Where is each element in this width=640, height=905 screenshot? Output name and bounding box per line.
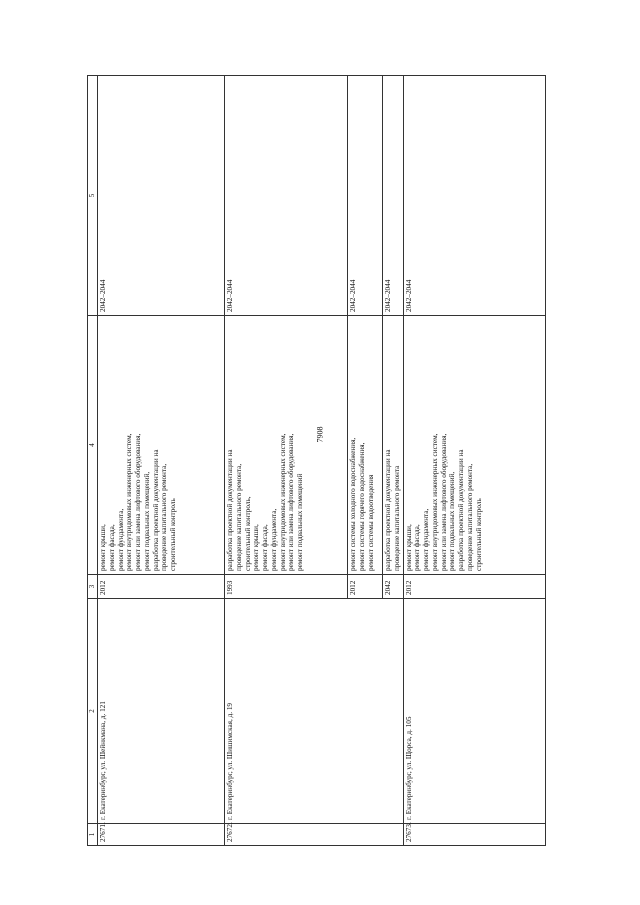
row-period: 2042–2044	[225, 76, 348, 316]
col-header-3: 3	[88, 575, 98, 599]
table-row	[403, 76, 545, 846]
header-row	[88, 76, 98, 846]
work-item: ремонт фундамента,	[269, 508, 278, 571]
work-item: разработка проектной документации на	[457, 449, 466, 571]
row-works	[98, 316, 225, 575]
row-year: 1993	[225, 575, 348, 599]
work-item: разработка проектной документации на	[384, 449, 392, 571]
row-works	[383, 316, 404, 575]
col-header-2: 2	[88, 599, 98, 824]
work-item: ремонт крыши,	[404, 524, 413, 571]
work-item: разработка проектной документации на	[226, 449, 234, 571]
table-row	[225, 76, 348, 846]
row-year: 2012	[98, 575, 225, 599]
work-item: ремонт фасада,	[413, 524, 422, 571]
work-item: ремонт подвальных помещений,	[142, 471, 151, 571]
work-item: ремонт подвальных помещений	[296, 473, 305, 571]
work-item: ремонт крыши,	[252, 524, 261, 571]
row-number: 27672.	[225, 824, 404, 846]
row-works	[225, 316, 348, 575]
row-year: 2012	[403, 575, 545, 599]
table-container	[87, 76, 532, 846]
row-period: 2042–2044	[348, 76, 383, 316]
work-item: ремонт или замена лифтового оборудования,	[439, 433, 448, 571]
page-number: 7908	[315, 426, 325, 443]
work-item: строительный контроль	[169, 498, 178, 571]
work-item: ремонт или замена лифтового оборудования,	[287, 433, 296, 571]
row-year: 2012	[348, 575, 383, 599]
col-header-5: 5	[88, 76, 98, 316]
row-period: 2042–2044	[403, 76, 545, 316]
work-item: ремонт фасада,	[261, 524, 270, 571]
col-header-1: 1	[88, 824, 98, 846]
work-item: проведение капитального ремонта,	[234, 463, 243, 571]
repair-schedule-table	[87, 75, 546, 846]
work-item: ремонт фундамента,	[422, 508, 431, 571]
work-item: ремонт или замена лифтового оборудования,	[134, 433, 143, 571]
work-item: проведение капитального ремонта,	[160, 463, 169, 571]
work-item: разработка проектной документации на	[151, 449, 160, 571]
work-item: ремонт фасада,	[107, 524, 116, 571]
col-header-4: 4	[88, 316, 98, 575]
row-address: г. Екатеринбург, ул. Шишимская, д. 19	[225, 599, 404, 824]
work-item: строительный контроль	[474, 498, 483, 571]
row-address: г. Екатеринбург, ул. Щорса, д. 105	[403, 599, 545, 824]
work-item: ремонт фундамента,	[116, 508, 125, 571]
work-item: ремонт внутридомовых инженерных систем,	[125, 433, 134, 571]
work-item: ремонт системы холодного водоснабжения,	[349, 437, 357, 571]
work-item: проведение капитального ремонта,	[466, 463, 475, 571]
row-number: 27673.	[403, 824, 545, 846]
work-item: ремонт подвальных помещений,	[448, 471, 457, 571]
row-works	[403, 316, 545, 575]
work-item: ремонт внутридомовых инженерных систем,	[278, 433, 287, 571]
row-period: 2042–2044	[98, 76, 225, 316]
work-item: ремонт внутридомовых инженерных систем,	[430, 433, 439, 571]
work-item: строительный контроль,	[243, 496, 252, 571]
work-item: ремонт крыши,	[99, 524, 107, 571]
row-address: г. Екатеринбург, ул. Шейнкмана, д. 121	[98, 599, 225, 824]
work-item: проведение капитального ремонта	[392, 465, 401, 571]
row-period: 2042–2044	[383, 76, 404, 316]
work-item: ремонт системы горячего водоснабжения,	[357, 442, 366, 571]
row-number: 27671.	[98, 824, 225, 846]
row-works	[348, 316, 383, 575]
row-year: 2042	[383, 575, 404, 599]
table-row	[98, 76, 225, 846]
work-item: ремонт системы водоотведения	[366, 474, 375, 571]
